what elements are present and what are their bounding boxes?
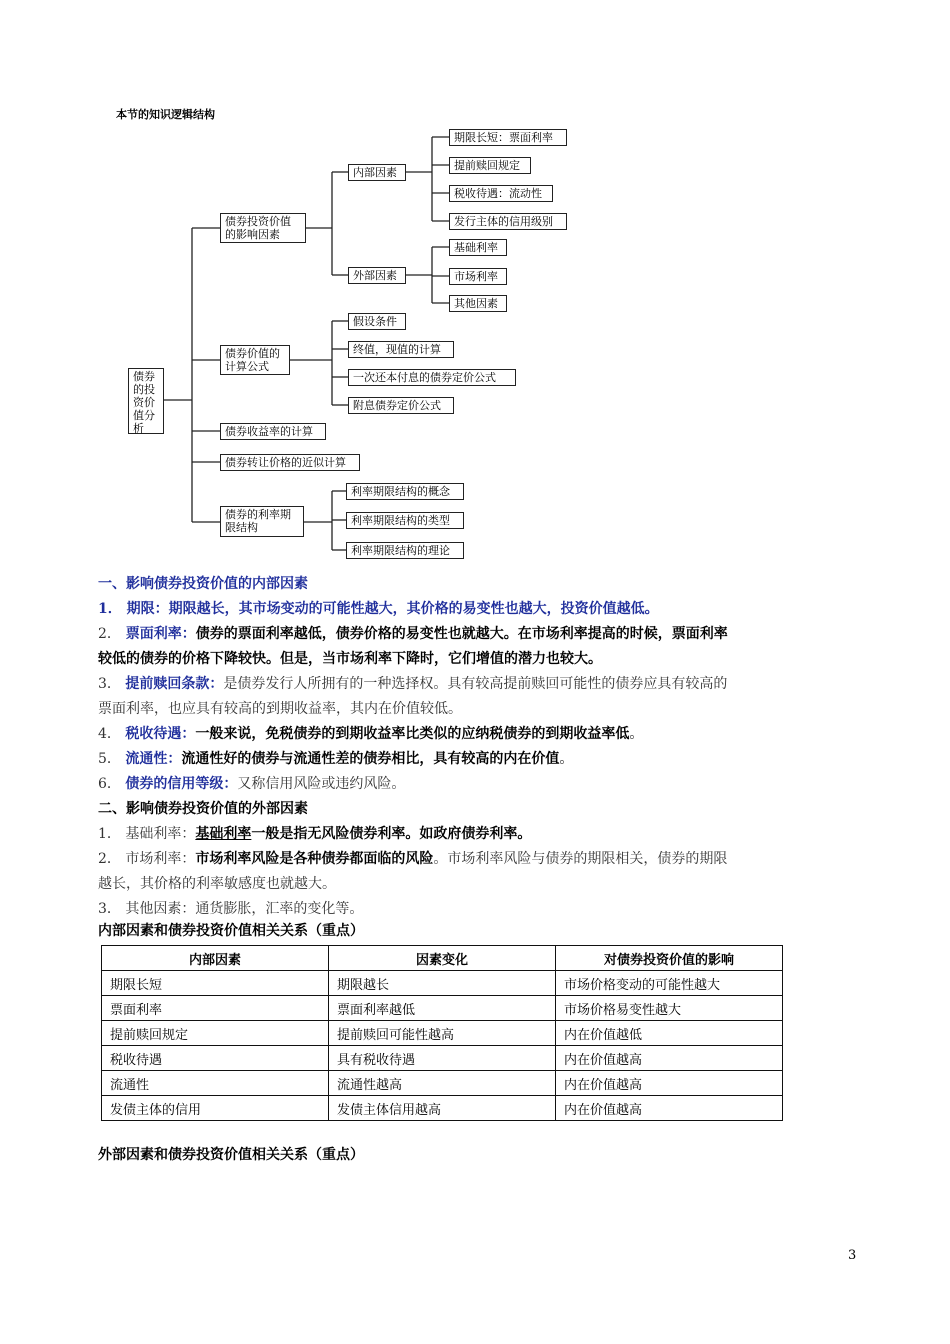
table-cell: 期限越长	[329, 971, 556, 996]
diagram-node-formula-4: 附息债券定价公式	[348, 397, 454, 414]
table2-caption: 外部因素和债券投资价值相关关系（重点）	[98, 1147, 364, 1163]
table-cell: 流通性越高	[329, 1071, 556, 1096]
diagram-node-yield: 债券收益率的计算	[220, 423, 326, 440]
diagram-node-term-2: 利率期限结构的类型	[346, 512, 464, 529]
table-cell: 提前赎回可能性越高	[329, 1021, 556, 1046]
table-cell: 税收待遇	[102, 1046, 329, 1071]
diagram-node-influence: 债券投资价值的影响因素	[220, 213, 306, 243]
sec1-item-2: 2． 票面利率：债券的票面利率越低，债券价格的易变性也就越大。在市场利率提高的时候，票面利率	[98, 626, 728, 642]
sec1-item-1: 1． 期限：期限越长，其市场变动的可能性越大，其价格的易变性也越大，投资价值越低。	[98, 601, 659, 617]
section1-heading: 一、影响债券投资价值的内部因素	[98, 576, 308, 592]
table-header-row	[102, 946, 783, 971]
table-cell: 内在价值越高	[556, 1046, 783, 1071]
sec1-item-3: 3． 提前赎回条款：是债券发行人所拥有的一种选择权。具有较高提前赎回可能性的债券应具有较高的	[98, 676, 728, 692]
diagram-node-formula: 债券价值的计算公式	[220, 345, 290, 375]
section2-heading: 二、影响债券投资价值的外部因素	[98, 801, 308, 817]
internal-factors-table	[101, 945, 783, 1121]
table-row	[102, 1046, 783, 1071]
diagram-node-term-3: 利率期限结构的理论	[346, 542, 464, 559]
diagram-node-term-structure: 债券的利率期限结构	[220, 506, 304, 537]
sec2-item-3: 3． 其他因素：通货膨胀，汇率的变化等。	[98, 901, 364, 917]
diagram-node-internal-3: 税收待遇：流动性	[449, 185, 553, 202]
sec2-item-2-cont: 越长，其价格的利率敏感度也就越大。	[98, 876, 336, 892]
diagram-node-formula-3: 一次还本付息的债券定价公式	[348, 369, 516, 386]
diagram-node-formula-2: 终值，现值的计算	[348, 341, 454, 358]
table-cell: 发债主体信用越高	[329, 1096, 556, 1121]
diagram-node-external-2: 市场利率	[449, 268, 507, 285]
table-cell: 票面利率	[102, 996, 329, 1021]
body-text	[98, 572, 858, 922]
page-number: 3	[848, 1248, 857, 1263]
diagram-node-formula-1: 假设条件	[348, 313, 406, 330]
table-header: 对债券投资价值的影响	[556, 946, 783, 971]
table-cell: 内在价值越低	[556, 1021, 783, 1046]
table-cell: 提前赎回规定	[102, 1021, 329, 1046]
diagram-node-external-1: 基础利率	[449, 239, 507, 256]
diagram-node-internal-2: 提前赎回规定	[449, 157, 531, 174]
table-row	[102, 1071, 783, 1096]
table-cell: 内在价值越高	[556, 1096, 783, 1121]
table-cell: 期限长短	[102, 971, 329, 996]
diagram-node-internal-4: 发行主体的信用级别	[449, 213, 567, 230]
table-cell: 市场价格变动的可能性越大	[556, 971, 783, 996]
diagram-title: 本节的知识逻辑结构	[116, 108, 215, 121]
table-row	[102, 996, 783, 1021]
sec2-item-1: 1． 基础利率：基础利率一般是指无风险债券利率。如政府债券利率。	[98, 826, 532, 842]
diagram-node-term-1: 利率期限结构的概念	[346, 483, 464, 500]
table-cell: 内在价值越高	[556, 1071, 783, 1096]
table-cell: 发债主体的信用	[102, 1096, 329, 1121]
table-row	[102, 1021, 783, 1046]
sec1-item-4: 4． 税收待遇：一般来说，免税债券的到期收益率比类似的应纳税债券的到期收益率低。	[98, 726, 644, 742]
diagram-connectors	[0, 0, 950, 570]
sec1-item-5: 5． 流通性：流通性好的债券与流通性差的债券相比，具有较高的内在价值。	[98, 751, 574, 767]
table-cell: 市场价格易变性越大	[556, 996, 783, 1021]
diagram-node-external-3: 其他因素	[449, 295, 507, 312]
table-cell: 具有税收待遇	[329, 1046, 556, 1071]
table-header: 因素变化	[329, 946, 556, 971]
diagram-node-external: 外部因素	[348, 267, 406, 284]
diagram-node-transfer-price: 债券转让价格的近似计算	[220, 454, 360, 471]
diagram-node-internal: 内部因素	[348, 164, 406, 181]
table-cell: 流通性	[102, 1071, 329, 1096]
sec1-item-3-cont: 票面利率，也应具有较高的到期收益率，其内在价值较低。	[98, 701, 462, 717]
table-row	[102, 1096, 783, 1121]
sec1-item-6: 6． 债券的信用等级：又称信用风险或违约风险。	[98, 776, 406, 792]
sec2-item-2: 2． 市场利率：市场利率风险是各种债券都面临的风险。市场利率风险与债券的期限相关，债券的期限	[98, 851, 728, 867]
sec1-item-2-cont: 较低的债券的价格下降较快。但是，当市场利率下降时，它们增值的潜力也较大。	[98, 651, 602, 667]
table1-caption: 内部因素和债券投资价值相关关系（重点）	[98, 923, 364, 939]
table-cell: 票面利率越低	[329, 996, 556, 1021]
table-header: 内部因素	[102, 946, 329, 971]
table-row	[102, 971, 783, 996]
diagram-node-internal-1: 期限长短：票面利率	[449, 129, 567, 146]
diagram-root-node: 债券的投资价值分析	[128, 368, 164, 434]
